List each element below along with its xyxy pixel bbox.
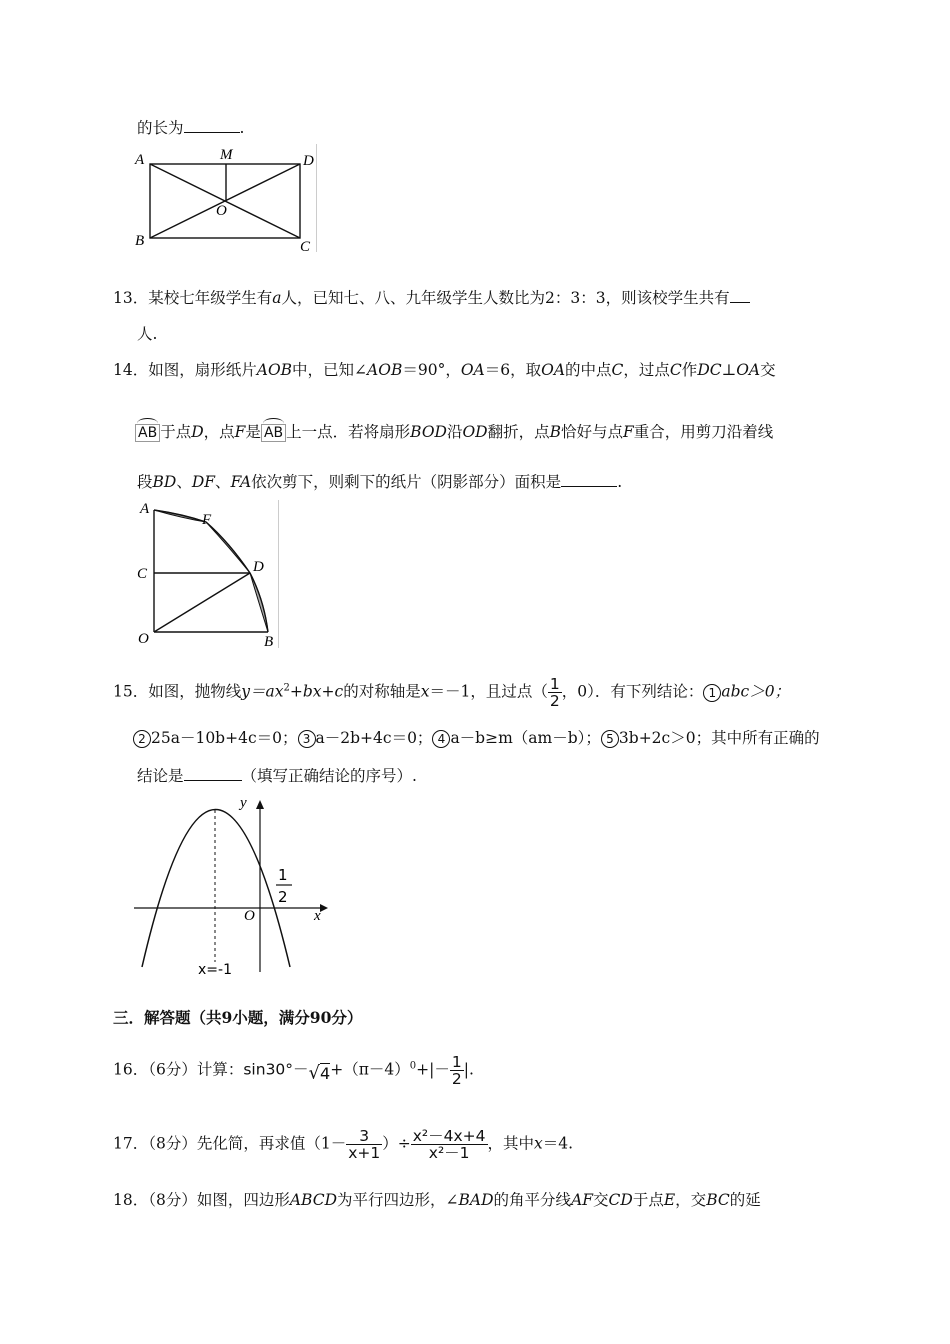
q14-l2f: 翻折，点	[487, 423, 550, 441]
q14-l3a: 段	[137, 473, 153, 491]
q14-p6: ，过点	[623, 361, 670, 379]
q12-text: 的长为	[137, 119, 184, 137]
q15-s5: 3b+2c＞0；其中所有正确的	[618, 729, 820, 747]
label-b: B	[135, 233, 145, 249]
frac-num: x²－4x+4	[412, 1127, 486, 1145]
q14-answer-blank	[561, 472, 617, 487]
frac-den: 2	[451, 1070, 462, 1088]
q18-text2: 为平行四边形，∠	[337, 1191, 459, 1209]
q15-sup: 2	[283, 682, 290, 694]
q18-text3: 的角平分线	[493, 1191, 572, 1209]
label-f: F	[202, 512, 212, 528]
q15-number: 15．	[113, 682, 149, 701]
q14-od: OD	[462, 423, 488, 441]
q18-text4: 交	[593, 1191, 609, 1209]
q18-text1: （8分）如图，四边形	[148, 1191, 290, 1209]
circled-3: 3	[298, 730, 316, 748]
label-d: D	[303, 153, 314, 169]
label-c: C	[137, 566, 148, 582]
fraction-one-half	[548, 676, 562, 709]
q14-d: D	[191, 423, 204, 441]
q14-line1	[113, 360, 776, 380]
q18-text5: 于点	[632, 1191, 664, 1209]
q14-c2: C	[669, 361, 682, 379]
q14-l2d: 上一点．若将扇形	[286, 423, 411, 441]
q16-expr3: +|－	[416, 1060, 450, 1079]
q14-p4: ＝6，取	[484, 361, 542, 379]
label-c: C	[300, 239, 311, 254]
q13-text2: 人，已知七、八、九年级学生人数比为2：3：3，则该校学生共有	[281, 289, 730, 307]
q17-x: x	[534, 1134, 543, 1153]
q17-val: ＝4.	[542, 1134, 574, 1153]
x-axis-arrow	[320, 904, 328, 912]
q14-oa2: OA	[541, 361, 566, 379]
q14-l3c: 、	[215, 473, 231, 491]
q13-var-a: a	[272, 289, 282, 307]
q13-line1	[113, 288, 750, 308]
label-axis-eq: x=-1	[198, 962, 232, 978]
q14-end: .	[617, 473, 623, 491]
q17-number: 17．	[113, 1134, 149, 1153]
label-o: O	[138, 631, 149, 647]
frac-den: x²－1	[428, 1144, 470, 1162]
label-o: O	[216, 203, 227, 219]
q13-line2: 人.	[137, 325, 158, 343]
q14-aob: AOB	[256, 361, 293, 379]
frac-num: 1	[451, 1053, 462, 1071]
label-m: M	[220, 147, 233, 163]
q18-e: E	[663, 1191, 676, 1209]
frac-num: 1	[549, 675, 560, 693]
q16-end: |.	[463, 1060, 474, 1079]
q15-p4: ，0）．有下列结论：	[561, 682, 704, 701]
fraction-3-over-x-plus-1	[346, 1128, 382, 1161]
fraction-quadratic	[411, 1128, 488, 1161]
q14-c: C	[611, 361, 624, 379]
q18-line	[113, 1190, 761, 1210]
q14-b: B	[549, 423, 562, 441]
q15-p3: ＝－1，且过点（	[429, 682, 548, 701]
q16-score: （6分）计算：	[148, 1060, 244, 1079]
q14-p8: ⊥	[721, 361, 737, 379]
circled-5: 5	[601, 730, 619, 748]
circled-2: 2	[133, 730, 151, 748]
q15-line2	[133, 728, 820, 748]
q18-text7: 的延	[729, 1191, 761, 1209]
circled-4: 4	[432, 730, 450, 748]
q14-fa: FA	[230, 473, 252, 491]
q14-p5: 的中点	[565, 361, 612, 379]
q14-l2c: 是	[245, 423, 261, 441]
q14-aob2: AOB	[367, 361, 403, 379]
q18-af: AF	[571, 1191, 594, 1209]
label-d: D	[253, 559, 264, 575]
q14-dc: DC	[697, 361, 722, 379]
q15-s3: a－2b+4c＝0；	[315, 729, 433, 747]
q14-p3: ＝90°，	[402, 361, 461, 379]
frac-den: x+1	[348, 1144, 381, 1162]
q15-x: x	[420, 682, 430, 701]
q14-p2: 中，已知∠	[292, 361, 368, 379]
q18-abcd: ABCD	[289, 1191, 338, 1209]
label-b: B	[264, 634, 274, 650]
q12-end: .	[239, 119, 245, 137]
q16-number: 16．	[113, 1060, 149, 1079]
q16-line	[113, 1054, 474, 1087]
q15-eq2: +bx+c	[289, 682, 344, 701]
q14-f2: F	[623, 423, 634, 441]
q14-line3	[137, 472, 622, 492]
q16-sqrt: 4	[320, 1063, 331, 1083]
q15-line3	[137, 766, 417, 786]
q14-l2h: 重合，用剪刀沿着线	[633, 423, 774, 441]
q16-expr1: sin30°－	[243, 1060, 309, 1079]
figure-sector-aob	[134, 500, 282, 650]
q15-line1	[113, 676, 790, 709]
label-a: A	[140, 501, 150, 517]
q14-df: DF	[191, 473, 216, 491]
q15-eq: y＝ax	[241, 682, 284, 701]
label-o: O	[244, 908, 255, 924]
q17-mid: ）÷	[382, 1134, 411, 1153]
q14-l2g: 恰好与点	[561, 423, 624, 441]
q17-line	[113, 1128, 573, 1161]
q14-l2e: 沿	[446, 423, 463, 441]
q18-bad: BAD	[458, 1191, 494, 1209]
fraction-one-half	[450, 1054, 464, 1087]
label-a: A	[135, 152, 145, 168]
q18-bc: BC	[706, 1191, 730, 1209]
q14-oa3: OA	[736, 361, 761, 379]
label-half-den: 2	[278, 888, 288, 906]
label-y: y	[240, 795, 247, 811]
q18-cd: CD	[608, 1191, 633, 1209]
label-x: x	[314, 908, 321, 924]
q17-score: （8分）先化简，再求值（1－	[148, 1134, 347, 1153]
q18-number: 18．	[113, 1191, 149, 1209]
frac-den: 2	[549, 692, 560, 710]
frac-num: 3	[346, 1128, 382, 1145]
q12-answer-blank	[184, 118, 240, 133]
q13-answer-blank	[730, 288, 750, 303]
q15-s2: 25a－10b+4c＝0；	[151, 729, 298, 747]
q14-line2	[135, 422, 773, 442]
q14-l2a: 于点	[160, 423, 192, 441]
parabola-curve	[142, 810, 290, 968]
arc-ab-symbol-2: AB	[261, 424, 286, 442]
q17-tail: ，其中	[487, 1134, 535, 1153]
shaded-region-fd	[206, 522, 250, 573]
arc-ab	[154, 510, 268, 632]
circled-1: 1	[703, 684, 721, 702]
q13-text1: 某校七年级学生有	[148, 289, 273, 307]
q14-number: 14．	[113, 361, 149, 379]
arc-ab-symbol: AB	[135, 424, 160, 442]
q14-f: F	[234, 423, 246, 441]
q15-answer-blank	[184, 766, 242, 781]
q12-tail	[137, 118, 244, 138]
q15-l3a: 结论是	[137, 767, 184, 785]
segment-od	[154, 573, 250, 632]
figure-parabola	[128, 792, 342, 978]
q14-l3d: 依次剪下，则剩下的纸片（阴影部分）面积是	[251, 473, 562, 491]
q14-bd: BD	[152, 473, 177, 491]
figure-rectangle-abcd	[130, 144, 322, 254]
q13-number: 13．	[113, 289, 149, 307]
sqrt-symbol: √	[308, 1062, 321, 1084]
q14-l2b: ，点	[203, 423, 235, 441]
q15-p2: 的对称轴是	[343, 682, 421, 701]
label-half-num: 1	[278, 866, 288, 884]
q14-l3b: 、	[176, 473, 192, 491]
q14-p9: 交	[760, 361, 776, 379]
q16-sup: 0	[409, 1060, 417, 1072]
q14-p1: 如图，扇形纸片	[148, 361, 257, 379]
q14-bod: BOD	[410, 423, 447, 441]
q14-oa: OA	[460, 361, 485, 379]
y-axis-arrow	[256, 800, 264, 809]
q14-p7: 作	[681, 361, 698, 379]
q15-s4: a－b≥m（am－b）；	[450, 729, 601, 747]
q15-p1: 如图，抛物线	[148, 682, 242, 701]
q15-s1: abc＞0；	[721, 682, 791, 701]
shaded-region-db	[250, 573, 268, 632]
q16-expr2: +（π－4）	[330, 1060, 410, 1079]
q18-text6: ，交	[675, 1191, 707, 1209]
q15-l3b: （填写正确结论的序号）.	[241, 767, 417, 785]
section-title: 三．解答题（共9小题，满分90分）	[113, 1008, 363, 1027]
